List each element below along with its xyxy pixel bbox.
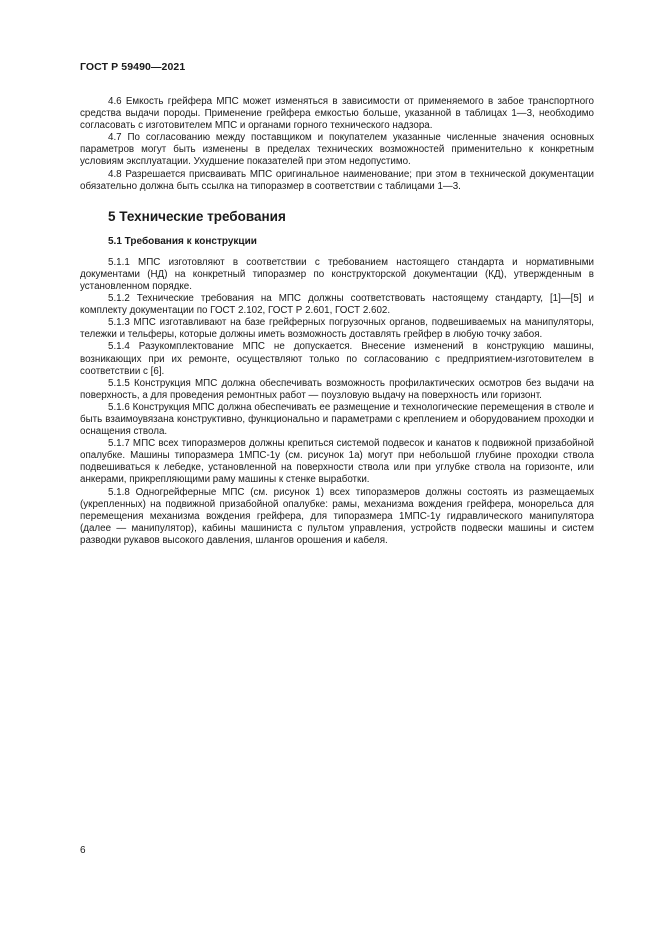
paragraph-5-1-8: 5.1.8 Одногрейферные МПС (см. рисунок 1) всех типоразмеров должны состоять из размещаемых (укрепленных) на подвижной призабойной опалубке: рамы, механизма вождения грейфера, монорельса для перемещения механизма вождения грейфера, для типоразмера 1МПС-1у гидравлического манипулятора (далее — манипулятор), кабины машиниста с пультом управления, устройств подвески машины и систем разводки рукавов высокого давления, шлангов орошения и кабеля. — [80, 486, 594, 546]
page-number: 6 — [80, 845, 86, 856]
subsection-title: 5.1 Требования к конструкции — [108, 235, 257, 247]
page-content — [80, 96, 594, 547]
paragraph-5-1-6: 5.1.6 Конструкция МПС должна обеспечивать ее размещение и технологические перемещения в стволе и быть взаимоувязана конструктивно, функционально и параметрами с креплением и оборудованием проходки и оснащения ствола. — [80, 401, 594, 438]
paragraph-5-1-2: 5.1.2 Технические требования на МПС должны соответствовать настоящему стандарту, [1]—[5] и комплекту документации по ГОСТ 2.102, ГОСТ Р 2.601, ГОСТ 2.602. — [80, 293, 594, 317]
section-title: 5 Технические требования — [108, 208, 286, 224]
paragraph-4-7: 4.7 По согласованию между поставщиком и покупателем указанные численные значения основных параметров могут быть изменены в пределах технических возможностей применительно к конкретным условиям эксплуатации. Ухудшение показателей при этом недопустимо. — [80, 132, 594, 168]
standard-header: ГОСТ Р 59490—2021 — [80, 61, 186, 73]
paragraph-4-6: 4.6 Емкость грейфера МПС может изменяться в зависимости от применяемого в забое транспортного средства выдачи породы. Применение грейфера емкостью больше, указанной в таблицах 1—3, необходимо согласовать с изготовителем МПС и органами горного технического надзора. — [80, 96, 594, 132]
paragraph-5-1-7: 5.1.7 МПС всех типоразмеров должны крепиться системой подвесок и канатов к подвижной призабойной опалубке. Машины типоразмера 1МПС-1у (см. рисунок 1а) могут при небольшой глубине проходки ствола подвешиваться к лебедке, установленной на поверхности ствола или при углубке ствола на горизонте, или анкерами, прикрепляющими раму машины к стенке выработки. — [80, 438, 594, 486]
paragraph-5-1-3: 5.1.3 МПС изготавливают на базе грейферных погрузочных органов, подвешиваемых на манипуляторы, тележки и тельферы, которые должны иметь возможность доставлять грейфер в любую точку забоя. — [80, 317, 594, 341]
paragraph-5-1-1: 5.1.1 МПС изготовляют в соответствии с требованием настоящего стандарта и нормативными документами (НД) на конкретный типоразмер по конструкторской документации (КД), утвержденным в установленном порядке. — [80, 256, 594, 292]
paragraph-5-1-5: 5.1.5 Конструкция МПС должна обеспечивать возможность профилактических осмотров без выдачи на поверхность, а для проведения ремонтных работ — поузловую выдачу на поверхность или горизонт. — [80, 377, 594, 401]
paragraph-5-1-4: 5.1.4 Разукомплектование МПС не допускается. Внесение изменений в конструкцию машины, возникающих при их ремонте, осуществляют только по согласованию с предприятием-изготовителем в соответствии с [6]. — [80, 341, 594, 377]
paragraph-4-8: 4.8 Разрешается присваивать МПС оригинальное наименование; при этом в технической документации обязательно должна быть ссылка на типоразмер в соответствии с таблицами 1—3. — [80, 168, 594, 192]
